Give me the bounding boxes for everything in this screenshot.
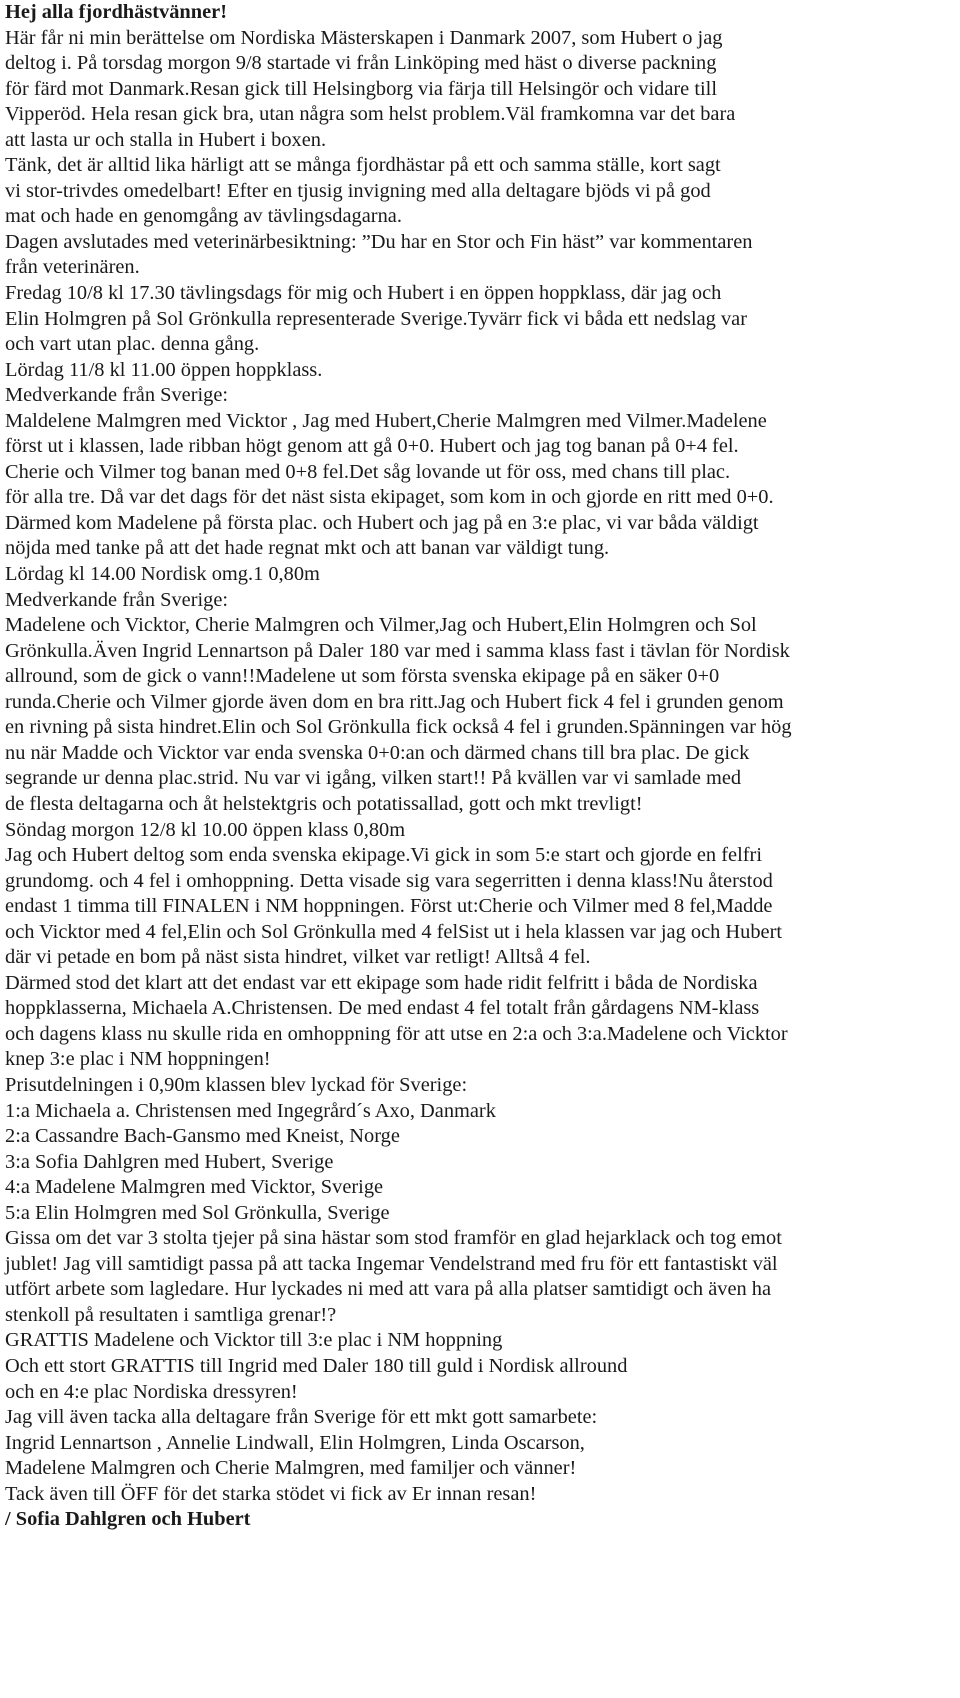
body-line: jublet! Jag vill samtidigt passa på att tacka Ingemar Vendelstrand med fru för ett fantastiskt väl <box>5 1252 778 1275</box>
body-line: Söndag morgon 12/8 kl 10.00 öppen klass 0,80m <box>5 818 406 841</box>
body-line: Här får ni min berättelse om Nordiska Mästerskapen i Danmark 2007, som Hubert o jag <box>5 26 723 49</box>
letter-body <box>5 26 952 1508</box>
body-line: först ut i klassen, lade ribban högt genom att gå 0+0. Hubert och jag tog banan på 0+4 fel. <box>5 435 739 458</box>
body-line: Tack även till ÖFF för det starka stödet vi fick av Er innan resan! <box>5 1482 537 1505</box>
body-line: Lördag 11/8 kl 11.00 öppen hoppklass. <box>5 358 323 381</box>
body-line: 2:a Cassandre Bach-Gansmo med Kneist, Norge <box>5 1125 400 1148</box>
body-line: allround, som de gick o vann!!Madelene ut som första svenska ekipage på en säker 0+0 <box>5 665 720 688</box>
body-line: grundomg. och 4 fel i omhoppning. Detta visade sig vara segerritten i denna klass!Nu återstod <box>5 869 773 892</box>
body-line: hoppklasserna, Michaela A.Christensen. De med endast 4 fel totalt från gårdagens NM-klass <box>5 997 760 1020</box>
body-line: där vi petade en bom på näst sista hindret, vilket var retligt! Alltså 4 fel. <box>5 946 591 969</box>
body-line: Medverkande från Sverige: <box>5 588 229 611</box>
body-line: runda.Cherie och Vilmer gjorde även dom en bra ritt.Jag och Hubert fick 4 fel i grunden genom <box>5 690 784 713</box>
body-line: Cherie och Vilmer tog banan med 0+8 fel.Det såg lovande ut för oss, med chans till plac. <box>5 460 731 483</box>
body-line: Maldelene Malmgren med Vicktor , Jag med Hubert,Cherie Malmgren med Vilmer.Madelene <box>5 409 767 432</box>
body-line: 5:a Elin Holmgren med Sol Grönkulla, Sverige <box>5 1201 390 1224</box>
body-line: Och ett stort GRATTIS till Ingrid med Daler 180 till guld i Nordisk allround <box>5 1354 628 1377</box>
body-line: för alla tre. Då var det dags för det näst sista ekipaget, som kom in och gjorde en ritt med 0+0. <box>5 486 774 509</box>
body-line: Därmed kom Madelene på första plac. och Hubert och jag på en 3:e plac, vi var båda väldigt <box>5 511 759 534</box>
body-line: GRATTIS Madelene och Vicktor till 3:e plac i NM hoppning <box>5 1329 503 1352</box>
body-line: mat och hade en genomgång av tävlingsdagarna. <box>5 205 402 228</box>
letter-signature: / Sofia Dahlgren och Hubert <box>5 1508 251 1531</box>
body-line: Därmed stod det klart att det endast var ett ekipage som hade ridit felfritt i båda de Nordiska <box>5 971 758 994</box>
body-line: Vipperöd. Hela resan gick bra, utan några som helst problem.Väl framkomna var det bara <box>5 103 736 126</box>
body-line: Tänk, det är alltid lika härligt att se många fjordhästar på ett och samma ställe, kort sagt <box>5 154 721 177</box>
body-line: Madelene och Vicktor, Cherie Malmgren och Vilmer,Jag och Hubert,Elin Holmgren och Sol <box>5 614 757 637</box>
body-line: 4:a Madelene Malmgren med Vicktor, Sverige <box>5 1176 384 1199</box>
body-line: Elin Holmgren på Sol Grönkulla representerade Sverige.Tyvärr fick vi båda ett nedslag var <box>5 307 748 330</box>
body-line: från veterinären. <box>5 256 140 279</box>
body-line: Lördag kl 14.00 Nordisk omg.1 0,80m <box>5 563 320 586</box>
body-line: 1:a Michaela a. Christensen med Ingegrård´s Axo, Danmark <box>5 1099 496 1122</box>
body-line: segrande ur denna plac.strid. Nu var vi igång, vilken start!! På kvällen var vi samlade med <box>5 767 742 790</box>
body-line: och en 4:e plac Nordiska dressyren! <box>5 1380 298 1403</box>
body-line: vi stor-trivdes omedelbart! Efter en tjusig invigning med alla deltagare bjöds vi på god <box>5 179 711 202</box>
body-line: endast 1 timma till FINALEN i NM hoppningen. Först ut:Cherie och Vilmer med 8 fel,Madde <box>5 895 773 918</box>
body-line: för färd mot Danmark.Resan gick till Helsingborg via färja till Helsingör och vidare till <box>5 77 717 100</box>
letter-greeting: Hej alla fjordhästvänner! <box>5 1 228 23</box>
body-line: stenkoll på resultaten i samtliga grenar!? <box>5 1303 337 1326</box>
body-line: att lasta ur och stalla in Hubert i boxen. <box>5 128 327 151</box>
body-line: Medverkande från Sverige: <box>5 384 229 407</box>
body-line: Dagen avslutades med veterinärbesiktning: ”Du har en Stor och Fin häst” var kommentaren <box>5 230 753 253</box>
body-line: och vart utan plac. denna gång. <box>5 333 260 356</box>
body-line: 3:a Sofia Dahlgren med Hubert, Sverige <box>5 1150 334 1173</box>
body-line: och Vicktor med 4 fel,Elin och Sol Grönkulla med 4 felSist ut i hela klassen var jag och Hubert <box>5 920 783 943</box>
body-line: Madelene Malmgren och Cherie Malmgren, med familjer och vänner! <box>5 1457 577 1480</box>
body-line: Ingrid Lennartson , Annelie Lindwall, Elin Holmgren, Linda Oscarson, <box>5 1431 585 1454</box>
body-line: Jag vill även tacka alla deltagare från Sverige för ett mkt gott samarbete: <box>5 1406 598 1429</box>
body-line: Gissa om det var 3 stolta tjejer på sina hästar som stod framför en glad hejarklack och tog emot <box>5 1227 782 1250</box>
body-line: och dagens klass nu skulle rida en omhoppning för att utse en 2:a och 3:a.Madelene och Vicktor <box>5 1022 788 1045</box>
body-line: Grönkulla.Även Ingrid Lennartson på Daler 180 var med i samma klass fast i tävlan för Nordisk <box>5 639 790 662</box>
body-line: nöjda med tanke på att det hade regnat mkt och att banan var väldigt tung. <box>5 537 610 560</box>
body-line: knep 3:e plac i NM hoppningen! <box>5 1048 271 1071</box>
body-line: de flesta deltagarna och åt helstektgris och potatissallad, gott och mkt trevligt! <box>5 792 643 815</box>
body-line: nu när Madde och Vicktor var enda svenska 0+0:an och därmed chans till bra plac. De gick <box>5 741 750 764</box>
body-line: utfört arbete som lagledare. Hur lyckades ni med att vara på alla platser samtidigt och även ha <box>5 1278 772 1301</box>
body-line: Fredag 10/8 kl 17.30 tävlingsdags för mig och Hubert i en öppen hoppklass, där jag och <box>5 282 722 305</box>
body-line: Prisutdelningen i 0,90m klassen blev lyckad för Sverige: <box>5 1073 468 1096</box>
body-line: Jag och Hubert deltog som enda svenska ekipage.Vi gick in som 5:e start och gjorde en felfri <box>5 844 762 867</box>
body-line: en rivning på sista hindret.Elin och Sol Grönkulla fick också 4 fel i grunden.Spänningen var hög <box>5 716 792 739</box>
body-line: deltog i. På torsdag morgon 9/8 startade vi från Linköping med häst o diverse packning <box>5 52 717 75</box>
